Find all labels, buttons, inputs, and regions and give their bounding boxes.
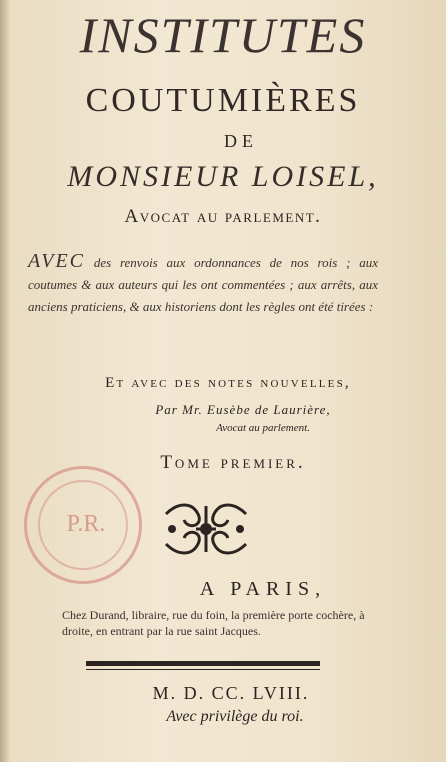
notes-editor: Par Mr. Eusèbe de Laurière, xyxy=(155,402,331,417)
volume-label: Tome premier. xyxy=(160,452,306,473)
library-stamp-text: P.R. xyxy=(66,511,106,537)
imprint-place: A PARIS, xyxy=(199,578,327,600)
printers-ornament-icon xyxy=(158,500,254,558)
editor-role: Avocat au parlement. xyxy=(216,422,310,434)
title-preposition: DE xyxy=(224,131,258,151)
double-rule-thin xyxy=(86,669,320,670)
author-name: MONSIEUR LOISEL, xyxy=(67,160,379,193)
publication-date: M. D. CC. LVIII. xyxy=(152,683,310,703)
royal-privilege: Avec privilège du roi. xyxy=(166,708,304,725)
notes-line: Et avec des notes nouvelles, xyxy=(105,375,351,391)
library-stamp-icon xyxy=(24,466,142,584)
title-line-1: INSTITUTES xyxy=(79,7,367,63)
author-role: Avocat au parlement. xyxy=(124,206,322,227)
description-lead: AVEC xyxy=(28,250,85,272)
description-body: des renvois aux ordonnances de nos rois ; aux coutumes & aux auteurs qui les ont commentées ; aux arrêts, aux anciens praticiens, & aux historiens dont les règles ont été tirées : xyxy=(28,255,378,314)
description-paragraph xyxy=(28,250,378,318)
imprint-address: Chez Durand, libraire, rue du foin, la première porte cochère, à droite, en entrant par la rue saint Jacques. xyxy=(62,608,365,638)
title-line-2: COUTUMIÈRES xyxy=(85,82,361,119)
double-rule-thick xyxy=(86,661,320,666)
